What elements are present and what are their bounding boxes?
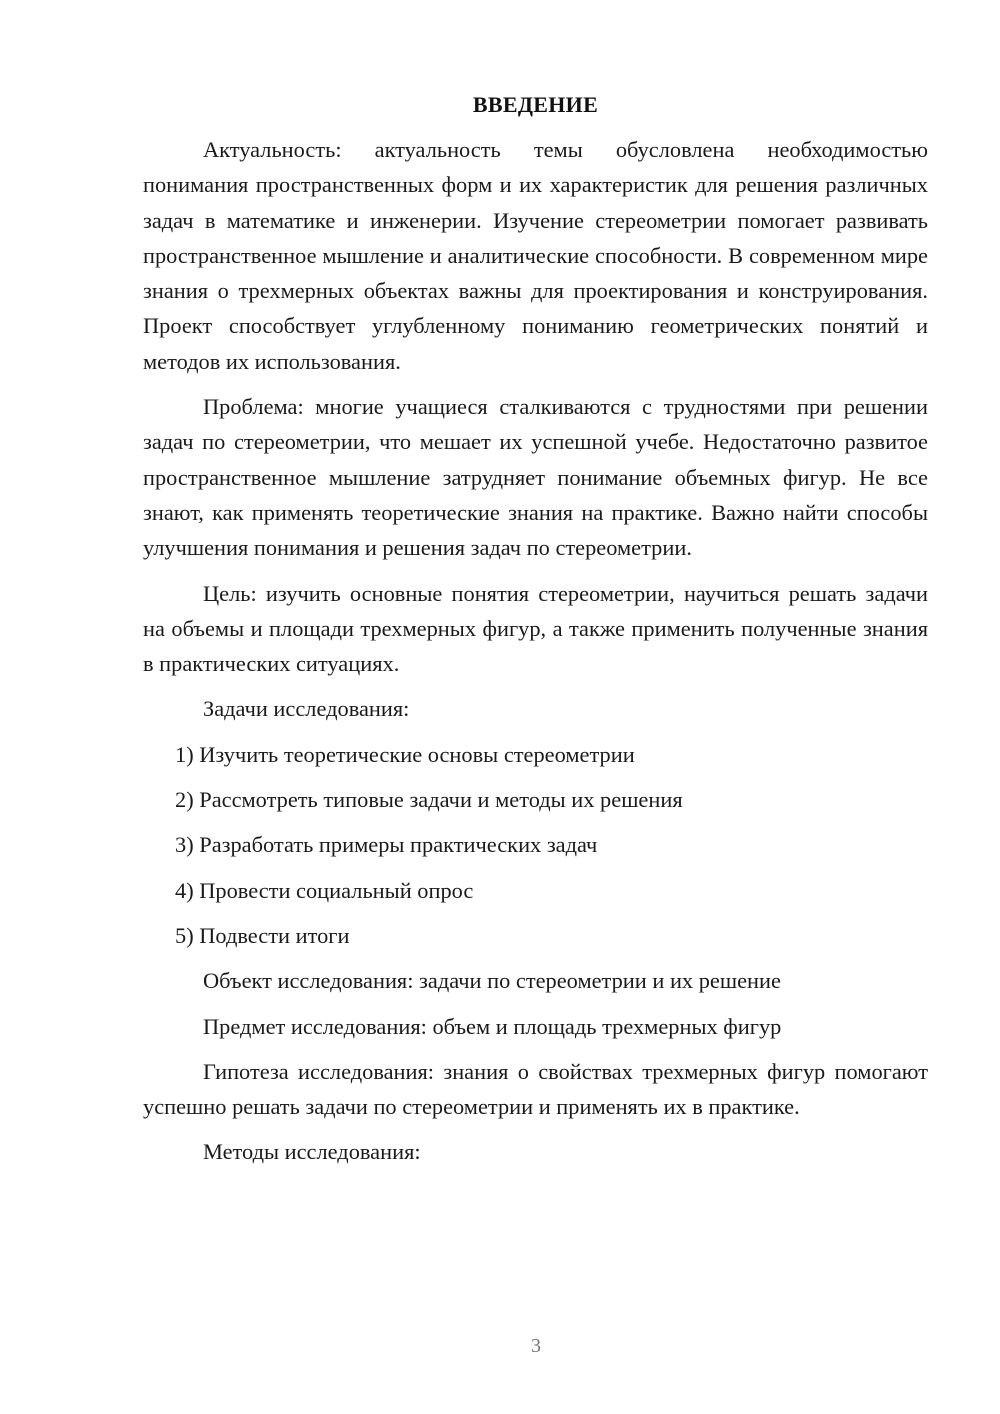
research-object: Объект исследования: задачи по стереометрии и их решение xyxy=(203,968,781,994)
research-subject: Предмет исследования: объем и площадь трехмерных фигур xyxy=(203,1013,782,1039)
page-number: 3 xyxy=(531,1335,541,1357)
task-item-1: 1) Изучить теоретические основы стереометрии xyxy=(175,741,635,767)
problem-paragraph: Проблема: многие учащиеся сталкиваются с трудностями при решении задач по стереометрии, что мешает их успешной учебе. Недостаточно развитое пространственное мышление затрудняет понимание объемных фигур. Не все знают, как применять теоретические знания на практике. Важно найти способы улучшения понимания и решения задач по стереометрии. xyxy=(143,394,928,561)
goal-paragraph: Цель: изучить основные понятия стереометрии, научиться решать задачи на объемы и площади трехмерных фигур, а также применить полученные знания в практических ситуациях. xyxy=(143,580,928,677)
tasks-heading: Задачи исследования: xyxy=(203,696,410,722)
hypothesis-paragraph: Гипотеза исследования: знания о свойствах трехмерных фигур помогают успешно решать задачи по стереометрии и применять их в практике. xyxy=(143,1058,928,1120)
section-title: ВВЕДЕНИЕ xyxy=(472,92,599,117)
relevance-paragraph: Актуальность: актуальность темы обусловлена необходимостью понимания пространственных форм и их характеристик для решения различных задач в математике и инженерии. Изучение стереометрии помогает развивать пространственное мышление и аналитические способности. В современном мире знания о трехмерных объектах важны для проектирования и конструирования. Проект способствует углубленному пониманию геометрических понятий и методов их использования. xyxy=(143,137,928,374)
task-item-5: 5) Подвести итоги xyxy=(175,922,350,948)
task-item-3: 3) Разработать примеры практических задач xyxy=(175,832,598,858)
document-page xyxy=(143,92,928,1180)
task-item-4: 4) Провести социальный опрос xyxy=(175,877,474,903)
task-item-2: 2) Рассмотреть типовые задачи и методы их решения xyxy=(175,787,683,813)
methods-heading: Методы исследования: xyxy=(203,1139,421,1165)
